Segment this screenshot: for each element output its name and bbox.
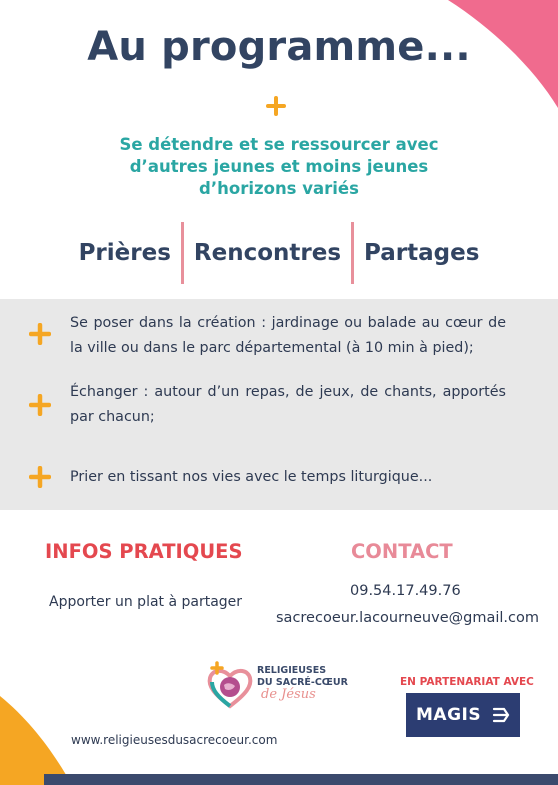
contact-email[interactable]: sacrecoeur.lacourneuve@gmail.com [276,610,539,626]
activity-text: Se poser dans la création : jardinage ou balade au cœur de la ville ou dans le parc départemental (à 10 min à pied); [70,315,506,356]
infos-title: INFOS PRATIQUES [45,540,243,563]
bottom-bar [44,774,558,785]
pillar-rencontres: Rencontres [193,240,342,266]
website-link[interactable]: www.religieusesdusacrecoeur.com [71,733,278,747]
logo-line: RELIGIEUSES [257,665,327,676]
logo-line: de Jésus [261,687,316,702]
subtitle-line: d’horizons variés [199,179,359,198]
subtitle [79,134,479,200]
subtitle-line: Se détendre et se ressourcer avec [119,135,439,154]
partner-label: EN PARTENARIAT AVEC [400,676,534,688]
plus-icon [266,96,286,116]
subtitle-line: d’autres jeunes et moins jeunes [129,157,429,176]
plus-icon [29,323,51,345]
pillar-partages: Partages [364,240,480,266]
magis-logo-text: MAGIS [416,705,482,725]
plus-icon [29,394,51,416]
infos-text: Apporter un plat à partager [49,594,243,610]
heart-globe-logo-icon [204,660,256,712]
plus-icon [29,466,51,488]
activity-text: Prier en tissant nos vies avec le temps liturgique... [70,469,433,485]
logo-line: DU SACRÉ-CŒUR [257,677,348,688]
pillars-row [0,222,558,284]
contact-title: CONTACT [351,540,453,563]
contact-phone[interactable]: 09.54.17.49.76 [350,583,461,599]
magis-logo [406,693,520,737]
pillar-prieres: Prières [78,240,171,266]
page-title: Au programme... [87,24,471,70]
magis-arrow-icon [492,706,510,724]
activity-text: Échanger : autour d’un repas, de jeux, de chants, apportés par chacun; [70,384,506,425]
logo-text [257,665,348,701]
activities-panel [0,299,558,510]
